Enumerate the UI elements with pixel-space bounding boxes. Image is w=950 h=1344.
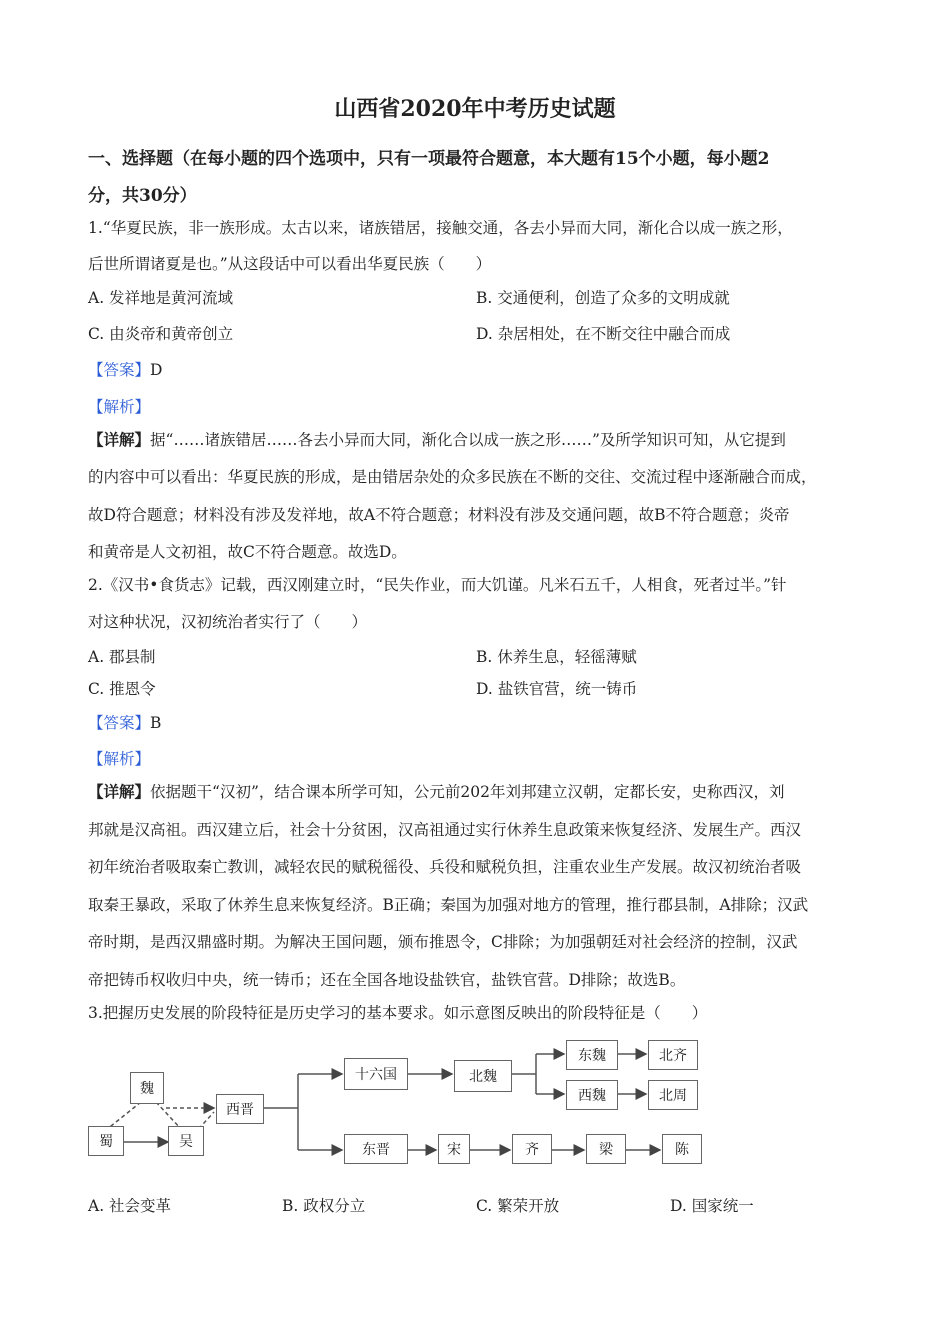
q1-answer [88,358,162,380]
answer-tag: 【答案】 [88,361,151,379]
dynasty-diagram [86,1032,726,1172]
q1-stem-cont: 后世所谓诸夏是也。”从这段话中可以看出华夏民族（ ） [88,255,492,273]
page-title: 山西省2020年中考历史试题 [334,96,616,122]
q3-stem: 3.把握历史发展的阶段特征是历史学习的基本要求。如示意图反映出的阶段特征是（ ） [88,1004,708,1022]
q1-option-b: B. 交通便利，创造了众多的文明成就 [476,289,730,307]
detail-tag: 【详解】 [88,430,151,449]
section-heading: 一、选择题（在每小题的四个选项中，只有一项最符合题意，本大题有15个小题，每小题2 [88,149,770,169]
q2-option-b: B. 休养生息，轻徭薄赋 [476,648,637,666]
q2-detail-line: 邦就是汉高祖。西汉建立后，社会十分贫困，汉高祖通过实行休养生息政策来恢复经济、发展生产。西汉 [88,821,802,839]
node-beizhou: 北周 [648,1080,698,1110]
detail-text: 依据题干“汉初”，结合课本所学可知，公元前202年刘邦建立汉朝，定都长安，史称西汉，刘 [150,783,785,801]
q2-detail-line: 帝把铸币权收归中央，统一铸币；还在全国各地设盐铁官，盐铁官营。D排除；故选B。 [88,971,686,989]
q1-analysis-tag: 【解析】 [88,398,151,416]
q1-stem: 1.“华夏民族，非一族形成。太古以来，诸族错居，接触交通，各去小异而大同，渐化合以成一族之形， [88,219,793,237]
section-heading-cont: 分，共30分） [88,186,197,206]
q3-option-d: D. 国家统一 [670,1197,754,1215]
answer-value: B [150,714,162,732]
node-chen: 陈 [662,1134,702,1164]
node-shiliuguo: 十六国 [344,1058,408,1090]
q2-detail-line: 帝时期，是西汉鼎盛时期。为解决王国问题，颁布推恩令，C排除；为加强朝廷对社会经济的控制，汉武 [88,933,798,951]
node-liang: 梁 [586,1134,626,1164]
q1-option-a: A. 发祥地是黄河流域 [88,289,234,307]
node-beiwei: 北魏 [454,1060,512,1092]
q3-option-b: B. 政权分立 [282,1197,366,1215]
q2-detail [88,780,784,802]
q2-option-d: D. 盐铁官营，统一铸币 [476,680,638,698]
q2-option-c: C. 推恩令 [88,680,156,698]
node-dongjin: 东晋 [344,1134,408,1164]
q2-stem-cont: 对这种状况，汉初统治者实行了（ ） [88,613,368,631]
q1-option-c: C. 由炎帝和黄帝创立 [88,325,234,343]
node-wu: 吴 [168,1126,204,1156]
node-xijin: 西晋 [216,1094,264,1124]
q1-option-d: D. 杂居相处，在不断交往中融合而成 [476,325,731,343]
q1-detail-line: 的内容中可以看出：华夏民族的形成，是由错居杂处的众多民族在不断的交往、交流过程中逐渐融合而成， [88,468,817,486]
q2-analysis-tag: 【解析】 [88,750,151,768]
q3-option-c: C. 繁荣开放 [476,1197,560,1215]
answer-tag: 【答案】 [88,714,151,732]
q1-detail-line: 故D符合题意；材料没有涉及发祥地，故A不符合题意；材料没有涉及交通问题，故B不符合题意；炎帝 [88,506,790,524]
node-song: 宋 [438,1134,470,1164]
q2-option-a: A. 郡县制 [88,648,156,666]
q2-stem: 2.《汉书•食货志》记载，西汉刚建立时，“民失作业，而大饥谨。凡米石五千，人相食，死者过半。”针 [88,576,787,594]
q1-detail-line: 和黄帝是人文初祖，故C不符合题意。故选D。 [88,543,407,561]
node-wei: 魏 [130,1072,164,1104]
detail-text: 据“……诸族错居……各去小异而大同，渐化合以成一族之形……”及所学知识可知，从它提到 [150,431,786,449]
q2-answer [88,711,161,733]
answer-value: D [150,361,163,379]
node-xiwei: 西魏 [566,1080,618,1110]
node-dongwei: 东魏 [566,1040,618,1070]
node-qi: 齐 [512,1134,552,1164]
q2-detail-line: 取秦王暴政，采取了休养生息来恢复经济。B正确；秦国为加强对地方的管理，推行郡县制，A排除；汉武 [88,896,809,914]
q1-detail [88,428,786,450]
q3-option-a: A. 社会变革 [88,1197,172,1215]
q2-detail-line: 初年统治者吸取秦亡教训，减轻农民的赋税徭役、兵役和赋税负担，注重农业生产发展。故汉初统治者吸 [88,858,802,876]
node-beiqi: 北齐 [648,1040,698,1070]
detail-tag: 【详解】 [88,782,151,801]
node-shu: 蜀 [88,1126,124,1156]
